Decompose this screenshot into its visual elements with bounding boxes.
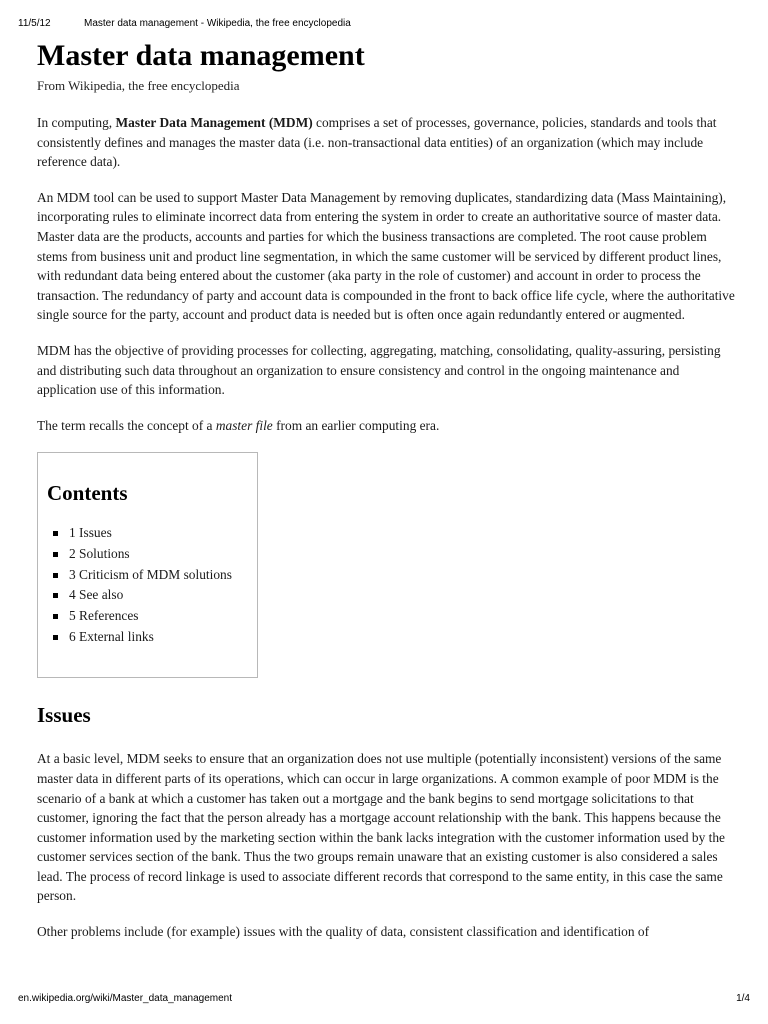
mdm-objective-paragraph: MDM has the objective of providing processes for collecting, aggregating, matching, consolidating, quality-assuring, persisting and distributing such data throughout an organization to ensure consistency and control in the ongoing maintenance and application use of this information. xyxy=(37,342,721,398)
mdm-tool-paragraph: An MDM tool can be used to support Master Data Management by removing duplicates, standardizing data (Mass Maintaining), incorporating rules to eliminate incorrect data from entering the system in order to create an authoritative source of master data. Master data are the products, accounts and parties for which the business transactions are completed. The root cause problem stems from business unit and product line segmentation, in which the same customer will be serviced by different product lines, with redundant data being entered about the customer (aka party in the role of customer) and account in order to process the transaction. The redundancy of party and account data is compounded in the front to back office life cycle, where the authoritative single source for the party, account and product data is needed but is often once again redundantly entered or augmented. xyxy=(37,189,735,323)
toc-item-label[interactable]: 6 External links xyxy=(69,628,154,644)
article-content xyxy=(37,38,735,942)
toc-item-issues[interactable] xyxy=(69,523,257,544)
print-footer xyxy=(18,993,750,1007)
article-subtitle: From Wikipedia, the free encyclopedia xyxy=(37,78,240,93)
bullet-icon xyxy=(53,531,58,536)
intro-bold-term: Master Data Management (MDM) xyxy=(115,115,313,130)
issues-heading: Issues xyxy=(37,703,91,728)
toc-item-label[interactable]: 1 Issues xyxy=(69,525,112,541)
toc-item-label[interactable]: 2 Solutions xyxy=(69,546,130,562)
print-page-title: Master data management - Wikipedia, the free encyclopedia xyxy=(84,18,351,29)
bullet-icon xyxy=(53,593,58,598)
toc-item-solutions[interactable] xyxy=(69,544,257,565)
toc-item-criticism[interactable] xyxy=(69,565,257,586)
master-file-term: master file xyxy=(215,417,273,433)
issues-paragraph-2: Other problems include (for example) issues with the quality of data, consistent classification and identification of xyxy=(37,924,650,940)
toc-item-see-also[interactable] xyxy=(69,585,257,606)
intro-text-before: In computing, xyxy=(37,115,116,130)
master-file-text-after: from an earlier computing era. xyxy=(272,417,440,433)
print-date: 11/5/12 xyxy=(18,18,51,29)
master-file-paragraph xyxy=(37,416,735,436)
page-number: 1/4 xyxy=(736,993,750,1004)
intro-paragraph xyxy=(37,113,735,172)
bullet-icon xyxy=(53,614,58,619)
toc-item-references[interactable] xyxy=(69,606,257,627)
print-url: en.wikipedia.org/wiki/Master_data_management xyxy=(18,993,233,1004)
intro-text-after: comprises a set of processes, governance, policies, standards and tools that consistently defines and manages the master data (i.e. non-transactional data entities) of an organization (which may include reference data). xyxy=(37,115,717,170)
bullet-icon xyxy=(53,573,58,578)
page-title: Master data management xyxy=(37,39,365,72)
master-file-text-before: The term recalls the concept of a xyxy=(37,417,216,433)
toc-item-label[interactable]: 4 See also xyxy=(69,587,124,603)
print-header xyxy=(18,18,750,32)
bullet-icon xyxy=(53,552,58,557)
toc-list xyxy=(47,523,257,647)
toc-title: Contents xyxy=(47,481,128,506)
bullet-icon xyxy=(53,635,58,640)
table-of-contents xyxy=(37,452,258,678)
toc-item-external-links[interactable] xyxy=(69,627,257,648)
toc-item-label[interactable]: 3 Criticism of MDM solutions xyxy=(69,566,232,582)
issues-paragraph-1: At a basic level, MDM seeks to ensure that an organization does not use multiple (potentially inconsistent) versions of the same master data in different parts of its operations, which can occur in large organizations. A common example of poor MDM is the scenario of a bank at which a customer has taken out a mortgage and the bank begins to send mortgage solicitations to that customer, ignoring the fact that the person already has a mortgage account relationship with the bank. This happens because the customer information used by the marketing section within the bank lacks integration with the customer information used by the customer services section of the bank. Thus the two groups remain unaware that an existing customer is also considered a sales lead. The process of record linkage is used to associate different records that correspond to the same entity, in this case the same person. xyxy=(37,751,725,904)
toc-item-label[interactable]: 5 References xyxy=(69,608,139,624)
